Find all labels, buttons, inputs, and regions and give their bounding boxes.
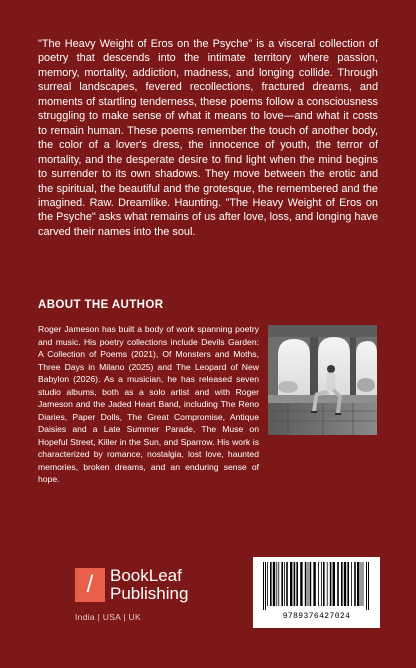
barcode-bar bbox=[341, 562, 343, 606]
barcode-bar bbox=[310, 562, 312, 606]
barcode-bar bbox=[305, 562, 307, 606]
barcode-bar bbox=[337, 562, 339, 606]
barcode-bar bbox=[321, 562, 322, 606]
barcode-bar bbox=[276, 562, 277, 606]
barcode-bar bbox=[308, 562, 309, 606]
barcode-bar bbox=[347, 562, 349, 606]
barcode-bars bbox=[253, 557, 380, 612]
author-bio: Roger Jameson has built a body of work spanning poetry and music. His poetry collections include Devils Garden: A Collection of Poems (2021), Of Monsters and Moths, Three Days in Milano (2025) and The Leopard of New Babylon (2026). As a musician, he has released seven studio albums, both as a solo artist and with Roger Jameson and the Jaded Heart Band, including The Reno Diaries, Paper Dolls, The Great Compromise, Antique Daisies and a Late Summer Parade, The Muse on Hopeful Street, Killer in the Sun, and Sparrow. His work is characterized by romance, nostalgia, lost love, haunted memories, broken dreams, and an enduring sense of hope. bbox=[38, 324, 259, 484]
barcode-bar bbox=[270, 562, 272, 606]
barcode-bar bbox=[357, 562, 359, 606]
publisher-logo-slash: / bbox=[86, 571, 94, 598]
barcode-bar bbox=[263, 562, 264, 610]
barcode-bar bbox=[267, 562, 268, 606]
barcode-bar bbox=[344, 562, 346, 606]
barcode-bar bbox=[284, 562, 285, 606]
barcode-bar bbox=[327, 562, 328, 606]
barcode-bar bbox=[351, 562, 352, 606]
barcode-bar bbox=[361, 562, 362, 606]
publisher-logo-mark bbox=[75, 568, 105, 602]
barcode-bar bbox=[368, 562, 369, 610]
barcode-bar bbox=[273, 562, 275, 606]
barcode-bar bbox=[281, 562, 283, 606]
barcode-bar bbox=[363, 562, 364, 606]
barcode-bar bbox=[296, 562, 298, 606]
author-photo bbox=[268, 325, 377, 435]
barcode-bar bbox=[294, 562, 296, 606]
isbn-barcode bbox=[253, 557, 380, 628]
publisher-name-line1: BookLeaf bbox=[110, 566, 182, 585]
barcode-bar bbox=[333, 562, 335, 606]
barcode-bar bbox=[354, 562, 356, 606]
barcode-bar bbox=[318, 562, 319, 606]
barcode-bar bbox=[330, 562, 332, 606]
publisher-name-line2: Publishing bbox=[110, 584, 189, 603]
isbn-number: 9789376427024 bbox=[282, 612, 351, 621]
publisher-logo bbox=[75, 568, 215, 628]
barcode-bar bbox=[366, 562, 367, 610]
barcode-bar bbox=[265, 562, 266, 610]
barcode-bar bbox=[290, 562, 292, 606]
barcode-bar bbox=[300, 562, 302, 606]
barcode-bar bbox=[323, 562, 325, 606]
barcode-bar bbox=[286, 562, 288, 606]
barcode-bar bbox=[313, 562, 315, 606]
about-the-author-heading: ABOUT THE AUTHOR bbox=[38, 299, 164, 311]
author-photo-image bbox=[268, 325, 377, 435]
publisher-regions: India | USA | UK bbox=[75, 612, 141, 622]
barcode-bar bbox=[278, 562, 279, 606]
back-cover-blurb: "The Heavy Weight of Eros on the Psyche" is a visceral collection of poetry that descends into the intimate territory where passion, memory, mortality, addiction, madness, and longing collide. Through surreal landscapes, fevered recollections, fractured dreams, and moments of startling tenderness, these poems follow a consciousness struggling to make sense of what it means to love—and what it costs to remain human. These poems remember the touch of another body, the color of a lover's dress, the innocence of youth, the terror of mortality, and the desperate desire to find light when the mind begins to surrender to its own shadows. They move between the erotic and the spiritual, the beautiful and the grotesque, the remembered and the imagined. Raw. Dreamlike. Haunting. "The Heavy Weight of Eros on the Psyche" asks what remains of us after love, loss, and longing have carved their names into the soul. bbox=[38, 38, 378, 238]
